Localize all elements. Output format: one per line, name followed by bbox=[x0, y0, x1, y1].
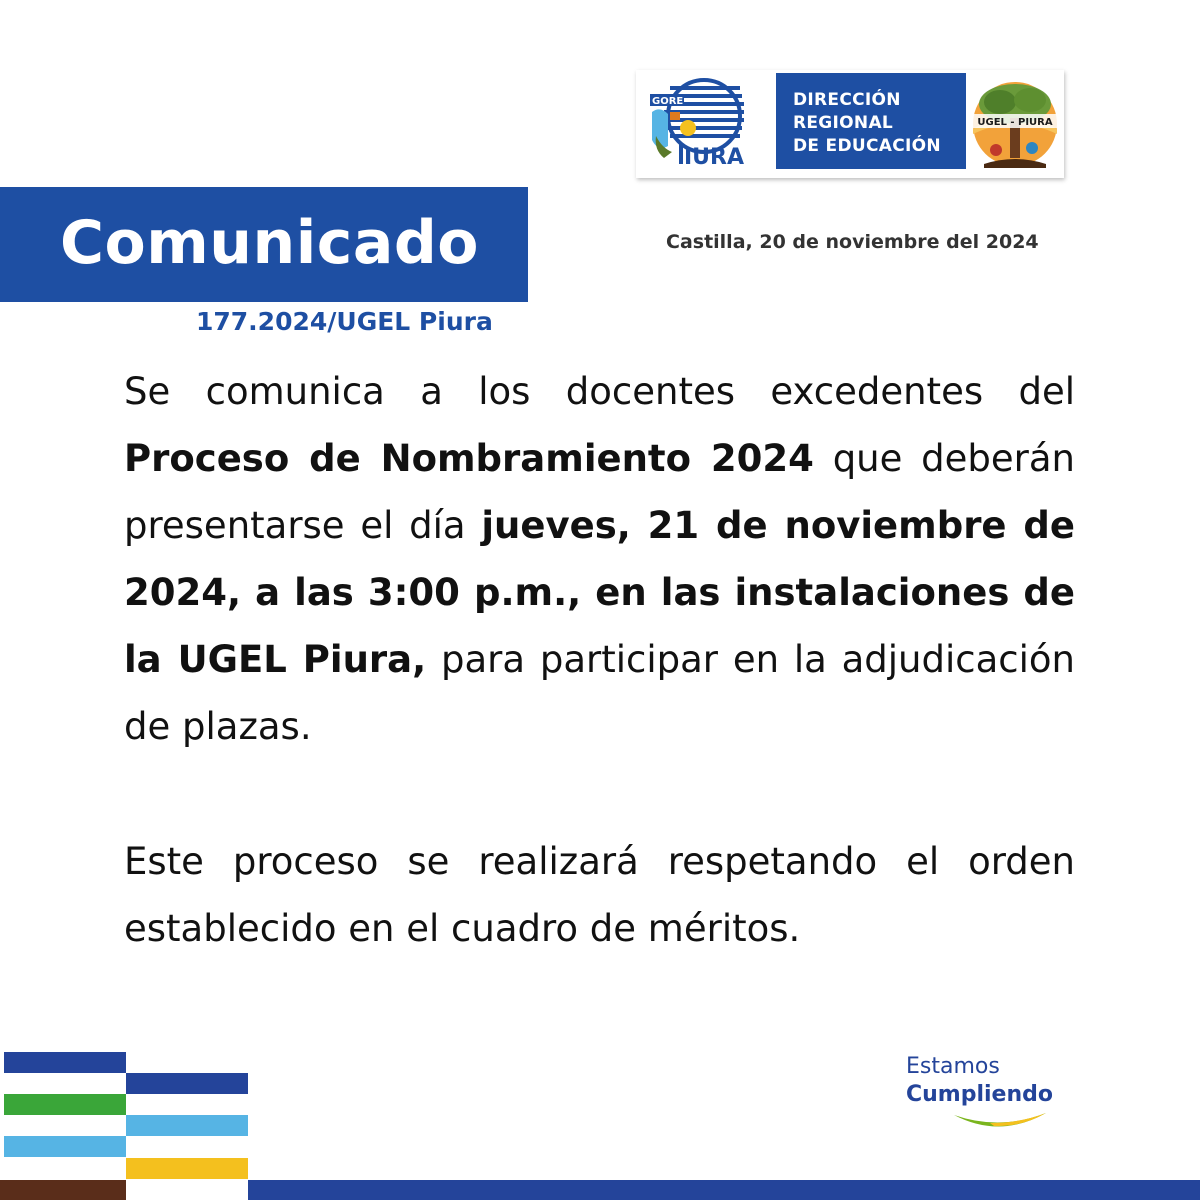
svg-text:IURA: IURA bbox=[684, 145, 745, 170]
page-title: Comunicado bbox=[60, 208, 479, 278]
svg-text:GORE: GORE bbox=[652, 96, 684, 107]
body-bold-segment: Proceso de Nombramiento 2024 bbox=[124, 437, 814, 480]
stripe bbox=[4, 1052, 126, 1073]
dre-line-2: REGIONAL bbox=[793, 113, 894, 133]
stripe bbox=[126, 1158, 248, 1179]
dre-logo-box bbox=[776, 73, 966, 169]
slogan-line-1: Estamos bbox=[906, 1054, 1000, 1079]
body-text-segment: Se comunica a los docentes excedentes del bbox=[124, 370, 1075, 413]
date-line: Castilla, 20 de noviembre del 2024 bbox=[666, 231, 1039, 253]
body-bold-segment: jueves, 21 de noviembre de 2024, a las 3:00 p.m., en las instalaciones de la UGEL Piura, bbox=[124, 504, 1075, 681]
ugel-piura-tree-logo-icon bbox=[970, 74, 1060, 172]
svg-text:UGEL - PIURA: UGEL - PIURA bbox=[977, 117, 1053, 128]
footer-bar bbox=[248, 1180, 1200, 1200]
slogan-line-2: Cumpliendo bbox=[906, 1082, 1054, 1107]
stripe bbox=[0, 1180, 126, 1200]
stripe bbox=[126, 1115, 248, 1136]
body-paragraph-2: Este proceso se realizará respetando el orden establecido en el cuadro de méritos. bbox=[124, 840, 1075, 950]
body-paragraph-1 bbox=[124, 358, 1075, 760]
stripe bbox=[4, 1094, 126, 1115]
gore-piura-logo-icon bbox=[646, 76, 774, 170]
body-text-segment: que deberán presentarse el día bbox=[124, 437, 1076, 547]
dre-line-3: DE EDUCACIÓN bbox=[793, 136, 941, 156]
decorative-stripes bbox=[0, 1050, 250, 1200]
reference-number: 177.2024/UGEL Piura bbox=[196, 307, 493, 336]
swoosh-icon bbox=[950, 1109, 1050, 1133]
body-text-segment: para participar en la adjudicación de plazas. bbox=[124, 638, 1076, 748]
title-banner bbox=[0, 187, 528, 302]
stripe bbox=[126, 1073, 248, 1094]
stripe bbox=[4, 1136, 126, 1157]
dre-line-1: DIRECCIÓN bbox=[793, 90, 901, 110]
slogan-logo bbox=[906, 1053, 1066, 1133]
header-logo-strip bbox=[636, 70, 1064, 178]
